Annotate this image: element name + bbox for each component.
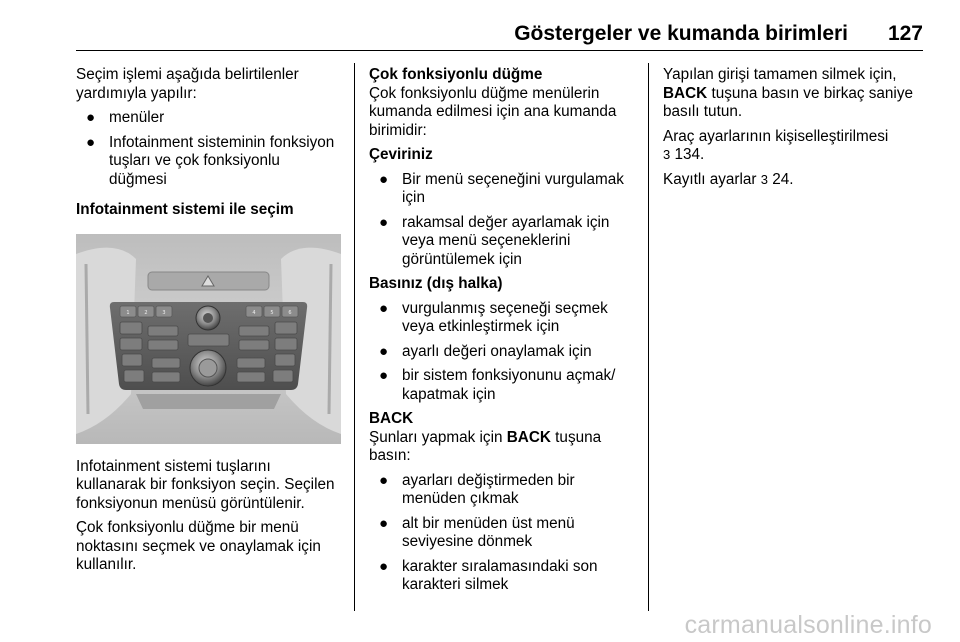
bullet-icon: ●	[86, 109, 96, 126]
header-rule	[76, 50, 923, 51]
paragraph: Yapılan girişi tamamen silmek için, BACK tuşuna basın ve birkaç saniye basılı tutun.	[663, 66, 913, 120]
page-number: 127	[887, 22, 923, 45]
paragraph: Infotainment sistemi tuşlarını kullanarak bir fonksiyon seçin. Seçilen fonksiyonun menüsü görüntülenir.	[76, 457, 335, 512]
watermark: carmanualsonline.info	[684, 611, 932, 639]
list-item: ● bir sistem fonksiyonunu açmak/ kapatmak için	[379, 367, 616, 403]
intro-text: Seçim işlemi aşağıda belirtilenler yardımıyla yapılır:	[76, 66, 299, 102]
subheading: BACK	[369, 410, 414, 427]
bullet-icon: ●	[379, 170, 389, 188]
page-ref-link[interactable]: 24.	[768, 170, 794, 188]
list-item: ● rakamsal değer ayarlamak için veya menü seçeneklerini görüntülemek için	[379, 213, 610, 268]
page-ref-arrow-icon: 3	[663, 147, 671, 162]
list-item: ● alt bir menüden üst menü seviyesine dönmek	[379, 514, 575, 550]
column-2	[369, 66, 637, 601]
column-divider-1	[354, 63, 355, 611]
button-number: 3	[162, 309, 166, 316]
column-divider-2	[648, 63, 649, 611]
list-item: ● vurgulanmış seçeneği seçmek veya etkinleştirmek için	[379, 299, 608, 335]
button-number: 2	[144, 309, 148, 316]
list-item: ● menüler	[86, 109, 165, 126]
bullet-icon: ●	[379, 299, 389, 317]
button-number: 5	[270, 309, 274, 316]
bullet-icon: ●	[379, 557, 389, 575]
subheading: Çeviriniz	[369, 146, 433, 163]
paragraph: Şunları yapmak için BACK tuşuna basın:	[369, 428, 602, 464]
column-3	[663, 66, 925, 195]
button-number: 6	[288, 309, 292, 316]
page-ref-arrow-icon: 3	[760, 171, 768, 187]
infotainment-panel-image	[76, 234, 341, 444]
paragraph: Çok fonksiyonlu düğme bir menü noktasını seçmek ve onaylamak için kullanılır.	[76, 519, 321, 573]
list-item: ● ayarlı değeri onaylamak için	[379, 342, 592, 360]
column-1	[76, 66, 341, 581]
bullet-icon: ●	[379, 514, 389, 532]
back-bullet-list	[369, 472, 637, 595]
section-heading: Infotainment sistemi ile seçim	[76, 201, 294, 218]
back-key-label: BACK	[506, 428, 551, 446]
list-item: ● Bir menü seçeneğini vurgulamak için	[379, 170, 624, 206]
button-number: 4	[252, 309, 256, 316]
list-item: ● ayarları değiştirmeden bir menüden çıkmak	[379, 471, 575, 507]
page-header	[0, 0, 960, 56]
paragraph: Çok fonksiyonlu düğme menülerin kumanda edilmesi için ana kumanda birimidir:	[369, 84, 617, 139]
bullet-icon: ●	[86, 133, 96, 151]
menu-bullet-list	[76, 109, 341, 189]
subheading: Basınız (dış halka)	[369, 275, 503, 292]
paragraph: Kayıtlı ayarlar 3 24.	[663, 170, 794, 188]
turn-bullet-list	[369, 171, 637, 270]
list-item: ● karakter sıralamasındaki son karakteri silmek	[379, 557, 598, 593]
paragraph: Araç ayarlarının kişiselleştirilmesi 3 134.	[663, 127, 889, 163]
bullet-icon: ●	[379, 471, 389, 489]
section-heading: Çok fonksiyonlu düğme	[369, 66, 543, 83]
press-bullet-list	[369, 300, 637, 405]
bullet-icon: ●	[379, 367, 389, 384]
page-title: Göstergeler ve kumanda birimleri	[514, 22, 848, 45]
bullet-icon: ●	[379, 342, 389, 360]
button-number: 1	[126, 309, 130, 316]
bullet-icon: ●	[379, 213, 389, 231]
list-item: ● Infotainment sisteminin fonksiyon tuşları ve çok fonksiyonlu düğmesi	[86, 133, 335, 188]
back-key-label: BACK	[663, 84, 708, 102]
page-ref-link[interactable]: 134.	[670, 146, 705, 163]
